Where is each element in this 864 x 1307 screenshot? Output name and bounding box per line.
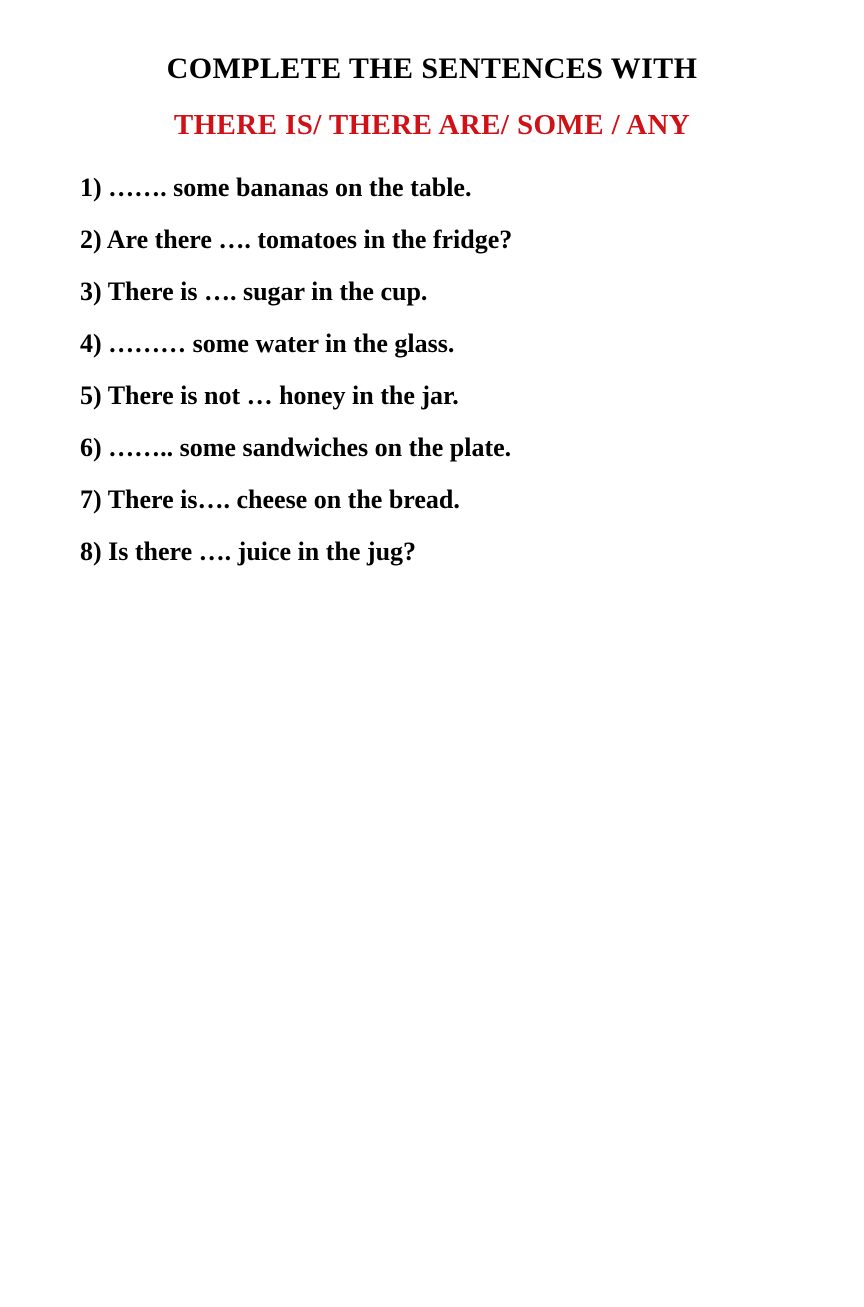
list-item: 6) …….. some sandwiches on the plate. <box>80 432 512 462</box>
title-line-primary: COMPLETE THE SENTENCES WITH <box>166 52 698 85</box>
list-item: 4) ……… some water in the glass. <box>80 328 455 358</box>
title-line-secondary: THERE IS/ THERE ARE/ SOME / ANY <box>173 108 691 141</box>
list-item: 8) Is there …. juice in the jug? <box>80 536 417 566</box>
list-item: 7) There is…. cheese on the bread. <box>80 484 460 514</box>
list-item: 5) There is not … honey in the jar. <box>80 380 459 410</box>
list-item: 2) Are there …. tomatoes in the fridge? <box>80 224 513 254</box>
list-item: 3) There is …. sugar in the cup. <box>80 276 428 306</box>
list-item: 1) ……. some bananas on the table. <box>80 172 472 202</box>
worksheet-title <box>0 0 864 143</box>
sentence-list <box>0 172 864 566</box>
